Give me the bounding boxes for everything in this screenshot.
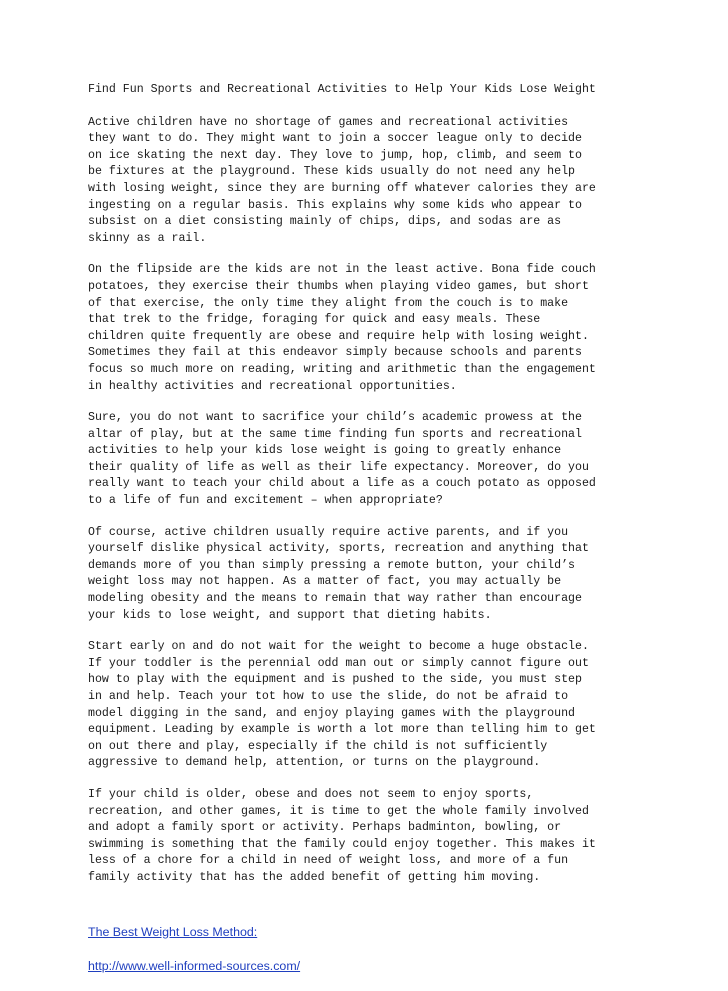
paragraph-1: Active children have no shortage of games and recreational activities they want to do. They might want to join a soccer league only to decide on ice skating the next day. They love to jump, hop, climb, and seem to be fixtures at the playground. These kids usually do not need any help with losing weight, since they are burning off whatever calories they are ingesting on a regular basis. This explains why some kids who appear to subsist on a diet consisting mainly of chips, dips, and sodas are as skinny as a rail. <box>88 115 596 245</box>
paragraph-6: If your child is older, obese and does not seem to enjoy sports, recreation, and other games, it is time to get the whole family involved and adopt a family sport or activity. Perhaps badminton, bowling, or swimming is something that the family could enjoy together. This makes it less of a chore for a child in need of weight loss, and more of a fun family activity that has the added benefit of getting him moving. <box>88 787 596 884</box>
link-section <box>88 923 648 975</box>
document-page <box>88 82 648 991</box>
paragraph-5: Start early on and do not wait for the weight to become a huge obstacle. If your toddler is the perennial odd man out or simply cannot figure out how to play with the equipment and is pushed to the side, you must step in and help. Teach your tot how to use the slide, do not be afraid to model digging in the sand, and enjoy playing games with the playground equipment. Leading by example is worth a lot more than telling him to get on out there and play, especially if the child is not sufficiently aggressive to demand help, attention, or turns on the playground. <box>88 640 596 770</box>
paragraph-4: Of course, active children usually require active parents, and if you yourself dislike physical activity, sports, recreation and anything that demands more of you than simply pressing a remote button, your child’s weight loss may not happen. As a matter of fact, you may actually be modeling obesity and the means to remain that way rather than encourage your kids to lose weight, and support that dieting habits. <box>88 525 589 622</box>
best-weight-loss-link[interactable]: The Best Weight Loss Method: <box>88 924 258 939</box>
document-title: Find Fun Sports and Recreational Activities to Help Your Kids Lose Weight <box>88 83 596 96</box>
paragraph-3: Sure, you do not want to sacrifice your child’s academic prowess at the altar of play, but at the same time finding fun sports and recreational activities to help your kids lose weight is going to greatly enhance their quality of life as well as their life expectancy. Moreover, do you really want to teach your child about a life as a couch potato as opposed to a life of fun and excitement – when appropriate? <box>88 411 596 508</box>
paragraph-2: On the flipside are the kids are not in the least active. Bona fide couch potatoes, they exercise their thumbs when playing video games, but short of that exercise, the only time they alight from the couch is to make that trek to the fridge, foraging for quick and easy meals. These children quite frequently are obese and require help with losing weight. Sometimes they fail at this endeavor simply because schools and parents focus so much more on reading, writing and arithmetic than the engagement in healthy activities and recreational opportunities. <box>88 263 596 393</box>
source-url-link[interactable]: http://www.well-informed-sources.com/ <box>88 958 301 973</box>
document-body <box>88 115 648 887</box>
